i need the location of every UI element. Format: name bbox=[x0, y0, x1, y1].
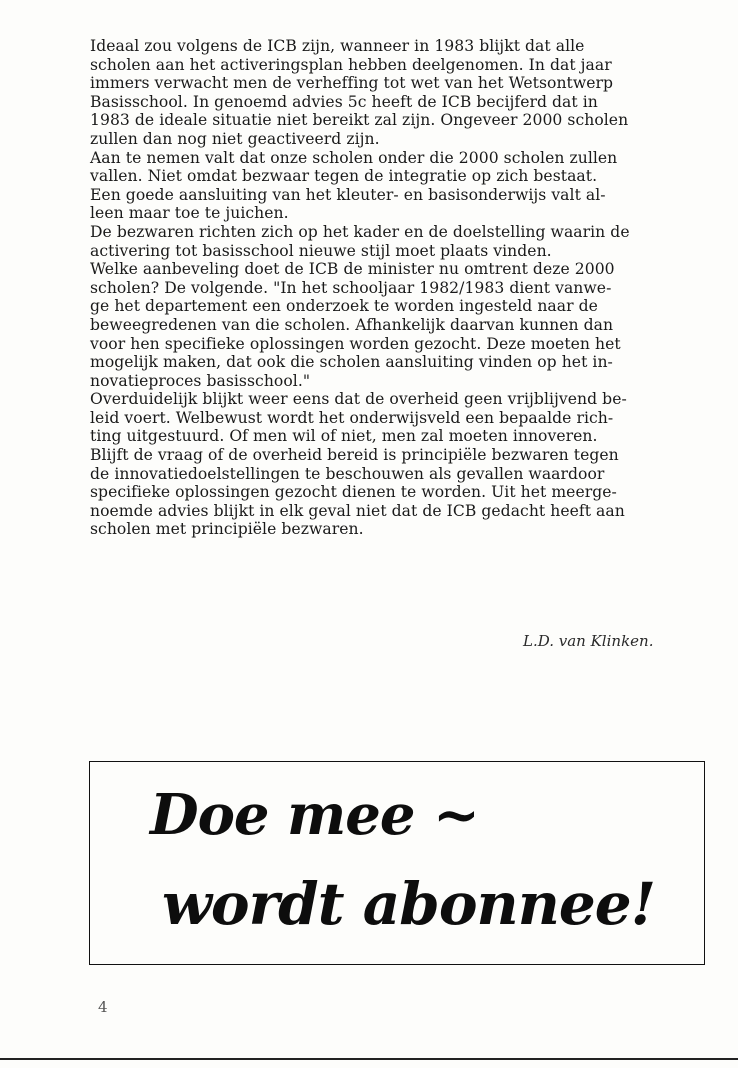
article-line: beweegredenen van die scholen. Afhankelijk daarvan kunnen dan bbox=[90, 315, 614, 334]
article-line: activering tot basisschool nieuwe stijl moet plaats vinden. bbox=[90, 241, 552, 260]
article-line: Overduidelijk blijkt weer eens dat de overheid geen vrijblijvend be- bbox=[90, 390, 627, 409]
article-line: De bezwaren richten zich op het kader en de doelstelling waarin de bbox=[90, 222, 630, 241]
article-line: ting uitgestuurd. Of men wil of niet, men zal moeten innoveren. bbox=[90, 427, 598, 446]
article-line: Blijft de vraag of de overheid bereid is principiële bezwaren tegen bbox=[90, 446, 619, 465]
promo-headline: Doe mee ~ bbox=[150, 782, 479, 848]
article-line: immers verwacht men de verheffing tot wet van het Wetsontwerp bbox=[90, 74, 614, 93]
article-line: Welke aanbeveling doet de ICB de minister nu omtrent deze 2000 bbox=[90, 260, 615, 279]
article-line: zullen dan nog niet geactiveerd zijn. bbox=[90, 129, 380, 148]
article-line: noemde advies blijkt in elk geval niet dat de ICB gedacht heeft aan bbox=[90, 501, 625, 520]
article-line: Aan te nemen valt dat onze scholen onder die 2000 scholen zullen bbox=[90, 148, 618, 167]
bottom-rule bbox=[0, 1058, 738, 1060]
article-line: Ideaal zou volgens de ICB zijn, wanneer in 1983 blijkt dat alle bbox=[90, 37, 585, 55]
article-line: scholen aan het activeringsplan hebben deelgenomen. In dat jaar bbox=[90, 55, 612, 74]
article-line: leen maar toe te juichen. bbox=[90, 204, 289, 223]
article-line: vallen. Niet omdat bezwaar tegen de integratie op zich bestaat. bbox=[90, 167, 598, 186]
article-line: Basisschool. In genoemd advies 5c heeft de ICB becijferd dat in bbox=[90, 92, 598, 111]
article-line: mogelijk maken, dat ook die scholen aansluiting vinden op het in- bbox=[90, 353, 613, 372]
page-number: 4 bbox=[98, 998, 108, 1016]
article-line: de innovatiedoelstellingen te beschouwen als gevallen waardoor bbox=[90, 464, 605, 483]
article-line: Een goede aansluiting van het kleuter- en basisonderwijs valt al- bbox=[90, 185, 606, 204]
article-body bbox=[90, 37, 695, 539]
article-line: novatieproces basisschool." bbox=[90, 371, 311, 390]
article-line: leid voert. Welbewust wordt het onderwijsveld een bepaalde rich- bbox=[90, 408, 614, 427]
article-line: scholen? De volgende. "In het schooljaar 1982/1983 dient vanwe- bbox=[90, 278, 612, 297]
promo-subline: wordt abonnee! bbox=[162, 870, 656, 938]
subscription-promo-box bbox=[89, 761, 705, 965]
article-line: ge het departement een onderzoek te worden ingesteld naar de bbox=[90, 297, 598, 316]
article-line: voor hen specifieke oplossingen worden gezocht. Deze moeten het bbox=[90, 334, 621, 353]
article-line: scholen met principiële bezwaren. bbox=[90, 520, 364, 539]
article-line: specifieke oplossingen gezocht dienen te worden. Uit het meerge- bbox=[90, 483, 617, 502]
article-line: 1983 de ideale situatie niet bereikt zal zijn. Ongeveer 2000 scholen bbox=[90, 111, 629, 130]
author-signature: L.D. van Klinken. bbox=[523, 632, 654, 650]
